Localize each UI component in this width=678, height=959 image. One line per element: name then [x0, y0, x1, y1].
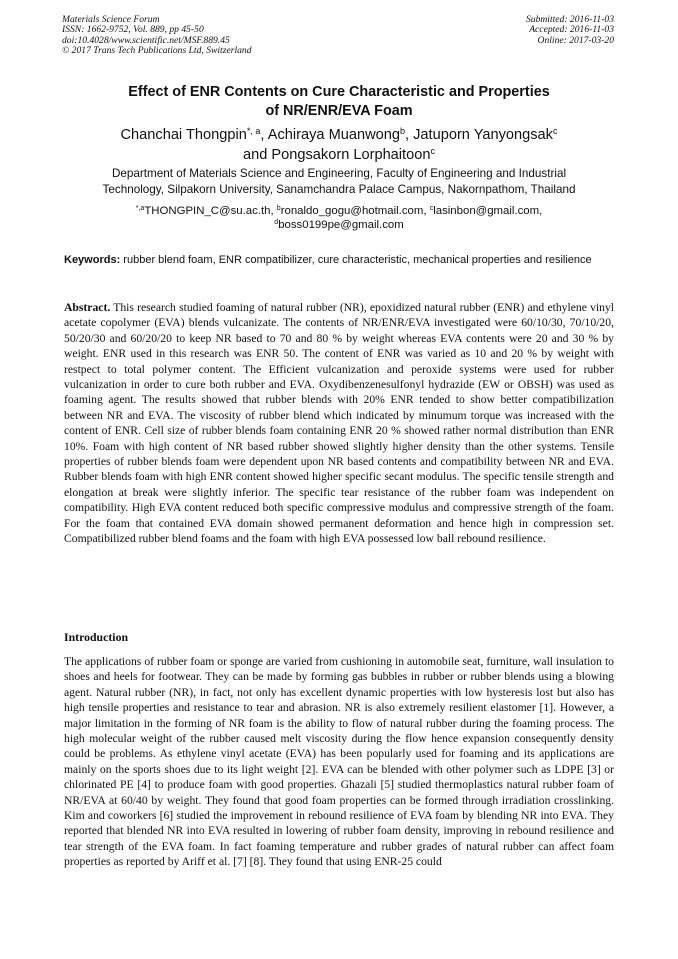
email-list [40, 204, 638, 232]
paper-title [40, 83, 638, 121]
email-superscript: *,a [135, 205, 145, 213]
author-separator: , [405, 127, 414, 143]
abstract-text: This research studied foaming of natural rubber (NR), epoxidized natural rubber (ENR) and ethylene vinyl acetate copolymer (EVA) blends vulcanizate. The contents of NR/ENR/EVA investigated were 60/10/30, 70/10/20, 50/20/30 and 60/20/20 to keep NR based to 70 and 80 % by weight whereas EVA contents were 20 and 30 % by weight. ENR used in this research was ENR 50. The content of ENR was varied as 10 and 20 % by weight with restpect to total polymer content. The Efficient vulcanization and peroxide systems were used for rubber vulcanization in order to cure both rubber and EVA. Oxydibenzenesulfonyl hydrazide (EW or OBSH) was used as foaming agent. The results showed that rubber blends with 20% ENR tended to show better compatibilization between NR and EVA. The viscosity of rubber blend which indicated by minumum torque was increased with the content of ENR. Cell size of rubber blends foam containing ENR 20 % showed rather normal distribution than ENR 10%. Foam with high content of NR based rubber showed slightly higher density than the other systems. Tensile properties of rubber blends foam were dependent upon NR based contents and compatibility between NR and EVA. Rubber blends foam with high ENR content showed higher specific secant modulus. The specific tensile strength and elongation at break were slightly inferior. The specific tear resistance of the rubber foam was independent on compatibility. High EVA content reduced both specific compressive modulus and compressive strength of the foam. For the foam that contained EVA domain showed permanent deformation and hence high in compression set. Compatibilized rubber blend foams and the foam with high EVA possessed low ball rebound resilience. [64, 301, 614, 546]
author-superscript: b [399, 126, 406, 137]
copyright-line: © 2017 Trans Tech Publications Ltd, Switzerland [62, 45, 252, 57]
author-superscript: *, a [246, 126, 261, 137]
email-line-1 [40, 204, 638, 218]
author-line-1 [40, 125, 638, 145]
affiliation-line-1: Department of Materials Science and Engineering, Faculty of Engineering and Industrial [111, 167, 567, 180]
email-address: boss0199pe@gmail.com [278, 219, 404, 231]
submitted-date: Submitted: 2016-11-03 [525, 14, 614, 25]
email-address: THONGPIN_C@su.ac.th, [144, 205, 277, 217]
email-superscript: c [429, 205, 434, 213]
issn-line: ISSN: 1662-9752, Vol. 889, pp 45-50 [62, 24, 204, 36]
email-address: ronaldo_gogu@hotmail.com, [280, 205, 430, 217]
author-list [40, 125, 638, 165]
author-conjunction: and [243, 147, 272, 163]
author-name: Pongsakorn Lorphaitoon [271, 147, 431, 163]
journal-header [62, 15, 252, 57]
email-line-2 [40, 218, 638, 232]
introduction-paragraph: The applications of rubber foam or sponge are varied from cushioning in automobile seat, furniture, wall insulation to shoes and heels for footwear. They can be made by forming gas bubbles in rubber or rubber blends using a blowing agent. Natural rubber (NR), in fact, not only has excellent dynamic properties with low hysteresis lost but also has high tensile properties and resistance to tear and abrasion. NR is also extremely resilient elastomer [1]. However, a major limitation in the forming of NR foam is the ability to flow of natural rubber during the foaming process. The high molecular weight of the rubber caused melt viscosity during the flow hence expansion consequently density could be problems. As ethylene vinyl acetate (EVA) has been popularly used for foaming and its applications are mainly on the sports shoes due to its light weight [2]. EVA can be blended with other polymer such as LDPE [3] or chlorinated PE [4] to produce foam with good properties. Ghazali [5] studied thermoplastics natural rubber foam of NR/EVA at 60/40 by weight. They found that good foam properties can be formed through irradiation crosslinking. Kim and coworkers [6] studied the improvement in rebound resilience of EVA foam by blending NR into EVA. They reported that blended NR into EVA resulted in lowering of rubber foam density, improving in rebound resilience and tear strength of the EVA foam. In fact foaming temperature and rubber grades of natural rubber can affect foam properties as reported by Ariff et al. [7] [8]. They found that using ENR-25 could [64, 655, 614, 869]
author-superscript: c [430, 146, 435, 157]
affiliation-line-2: Technology, Silpakorn University, Sanamchandra Palace Campus, Nakornpathom, Thailand [102, 183, 576, 196]
author-name: Jatuporn Yanyongsak [413, 127, 553, 143]
email-superscript: d [274, 219, 279, 227]
affiliation [40, 166, 638, 198]
title-line-1: Effect of ENR Contents on Cure Characteristic and Properties [128, 84, 550, 100]
accepted-date: Accepted: 2016-11-03 [529, 24, 614, 36]
online-date: Online: 2017-03-20 [537, 34, 614, 46]
email-address: lasinbon@gmail.com, [433, 205, 543, 217]
author-name: Chanchai Thongpin [120, 127, 247, 143]
email-superscript: b [276, 205, 281, 213]
author-superscript: c [552, 126, 558, 137]
introduction-heading: Introduction [64, 630, 129, 644]
author-name: Achiraya Muanwong [267, 127, 400, 143]
doi-line: doi:10.4028/www.scientific.net/MSF.889.45 [62, 34, 230, 46]
title-line-2: of NR/ENR/EVA Foam [265, 103, 413, 119]
abstract-paragraph [64, 300, 614, 547]
author-line-2 [40, 145, 638, 165]
keywords-text: rubber blend foam, ENR compatibilizer, cure characteristic, mechanical properties and resilience [120, 254, 592, 266]
keywords-paragraph [64, 253, 614, 268]
keywords-label: Keywords: [64, 254, 121, 266]
abstract-label: Abstract. [64, 301, 111, 314]
journal-name: Materials Science Forum [62, 14, 160, 25]
dates-header [526, 15, 614, 46]
author-separator: , [260, 127, 268, 143]
